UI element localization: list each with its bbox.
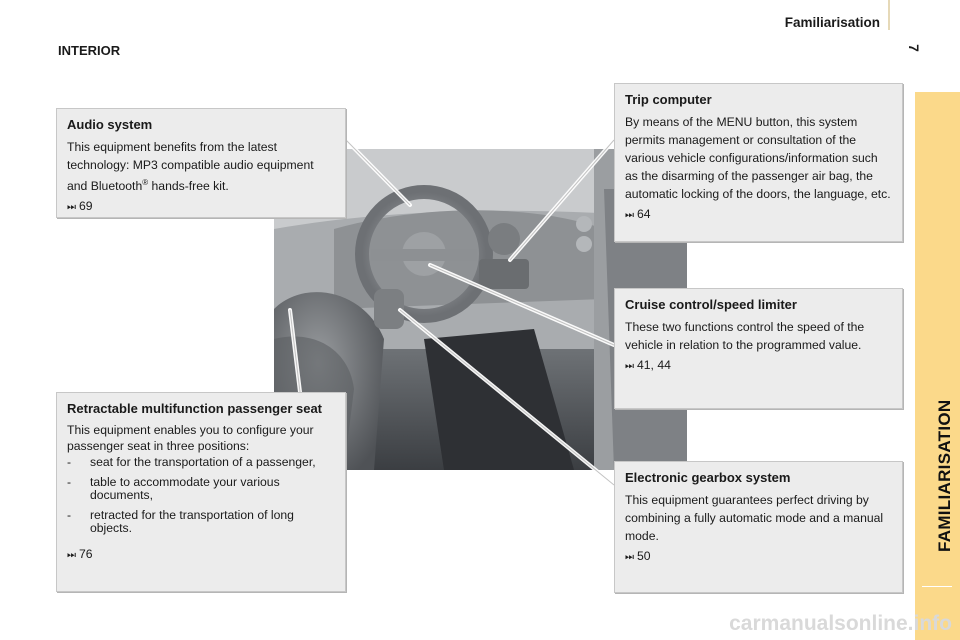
- cruise-control-text: These two functions control the speed of the vehicle in relation to the programmed value.: [625, 320, 865, 352]
- trip-page-reference[interactable]: [625, 205, 892, 225]
- audio-text-end: hands-free kit.: [148, 179, 229, 194]
- page-ref-icon: ⏭: [67, 202, 76, 214]
- cruise-control-title: Cruise control/speed limiter: [625, 297, 797, 312]
- trip-computer-text: By means of the MENU button, this system permits management or consultation of the various vehicle configurations/information such as the disarming of the passenger air bag, the automatic locking of the doors, the language, etc.: [625, 115, 891, 201]
- cruise-ref-number: 41, 44: [637, 358, 671, 372]
- list-item: - retracted for the transportation of long objects.: [67, 509, 335, 535]
- audio-system-box: [56, 108, 346, 218]
- gearbox-text: This equipment guarantees perfect driving by combining a fully automatic mode and a manual mode.: [625, 493, 884, 543]
- passenger-seat-text: This equipment enables you to configure your passenger seat in three positions:: [67, 423, 314, 453]
- audio-page-reference[interactable]: [67, 197, 335, 217]
- page-header-title: Familiarisation: [784, 15, 880, 30]
- watermark: carmanualsonline.info: [729, 612, 952, 635]
- page-ref-icon: ⏭: [625, 361, 634, 372]
- registered-mark: ®: [142, 178, 149, 187]
- seat-positions-list: [67, 456, 335, 535]
- gearbox-page-reference[interactable]: [625, 547, 892, 567]
- seat-page-reference[interactable]: [67, 545, 335, 565]
- page-ref-icon: ⏭: [67, 550, 76, 561]
- trip-ref-number: 64: [637, 207, 651, 221]
- page-ref-icon: ⏭: [625, 210, 634, 221]
- list-item: - table to accommodate your various documents,: [67, 476, 335, 502]
- trip-computer-box: [614, 83, 903, 242]
- audio-ref-number: 69: [79, 199, 93, 214]
- trip-computer-title: Trip computer: [625, 92, 712, 107]
- passenger-seat-title: Retractable multifunction passenger seat: [67, 401, 323, 416]
- side-tab: [915, 92, 960, 640]
- header-divider: [888, 0, 890, 30]
- audio-text-main: This equipment benefits from the latest technology: MP3 compatible audio equipment and Bluetooth: [67, 140, 314, 194]
- page-number: 7: [905, 44, 922, 52]
- cruise-page-reference[interactable]: [625, 356, 892, 376]
- cruise-control-box: [614, 288, 903, 409]
- side-tab-divider: [922, 586, 952, 587]
- page-ref-icon: ⏭: [625, 552, 634, 563]
- gearbox-box: [614, 461, 903, 593]
- gearbox-ref-number: 50: [637, 549, 651, 563]
- audio-system-title: Audio system: [67, 117, 153, 132]
- passenger-seat-box: [56, 392, 346, 592]
- gearbox-title: Electronic gearbox system: [625, 470, 791, 485]
- seat-ref-number: 76: [79, 547, 93, 561]
- side-tab-label: FAMILIARISATION: [935, 399, 954, 552]
- section-title: INTERIOR: [58, 43, 121, 58]
- list-item: - seat for the transportation of a passenger,: [67, 456, 335, 469]
- audio-system-text: [67, 138, 335, 195]
